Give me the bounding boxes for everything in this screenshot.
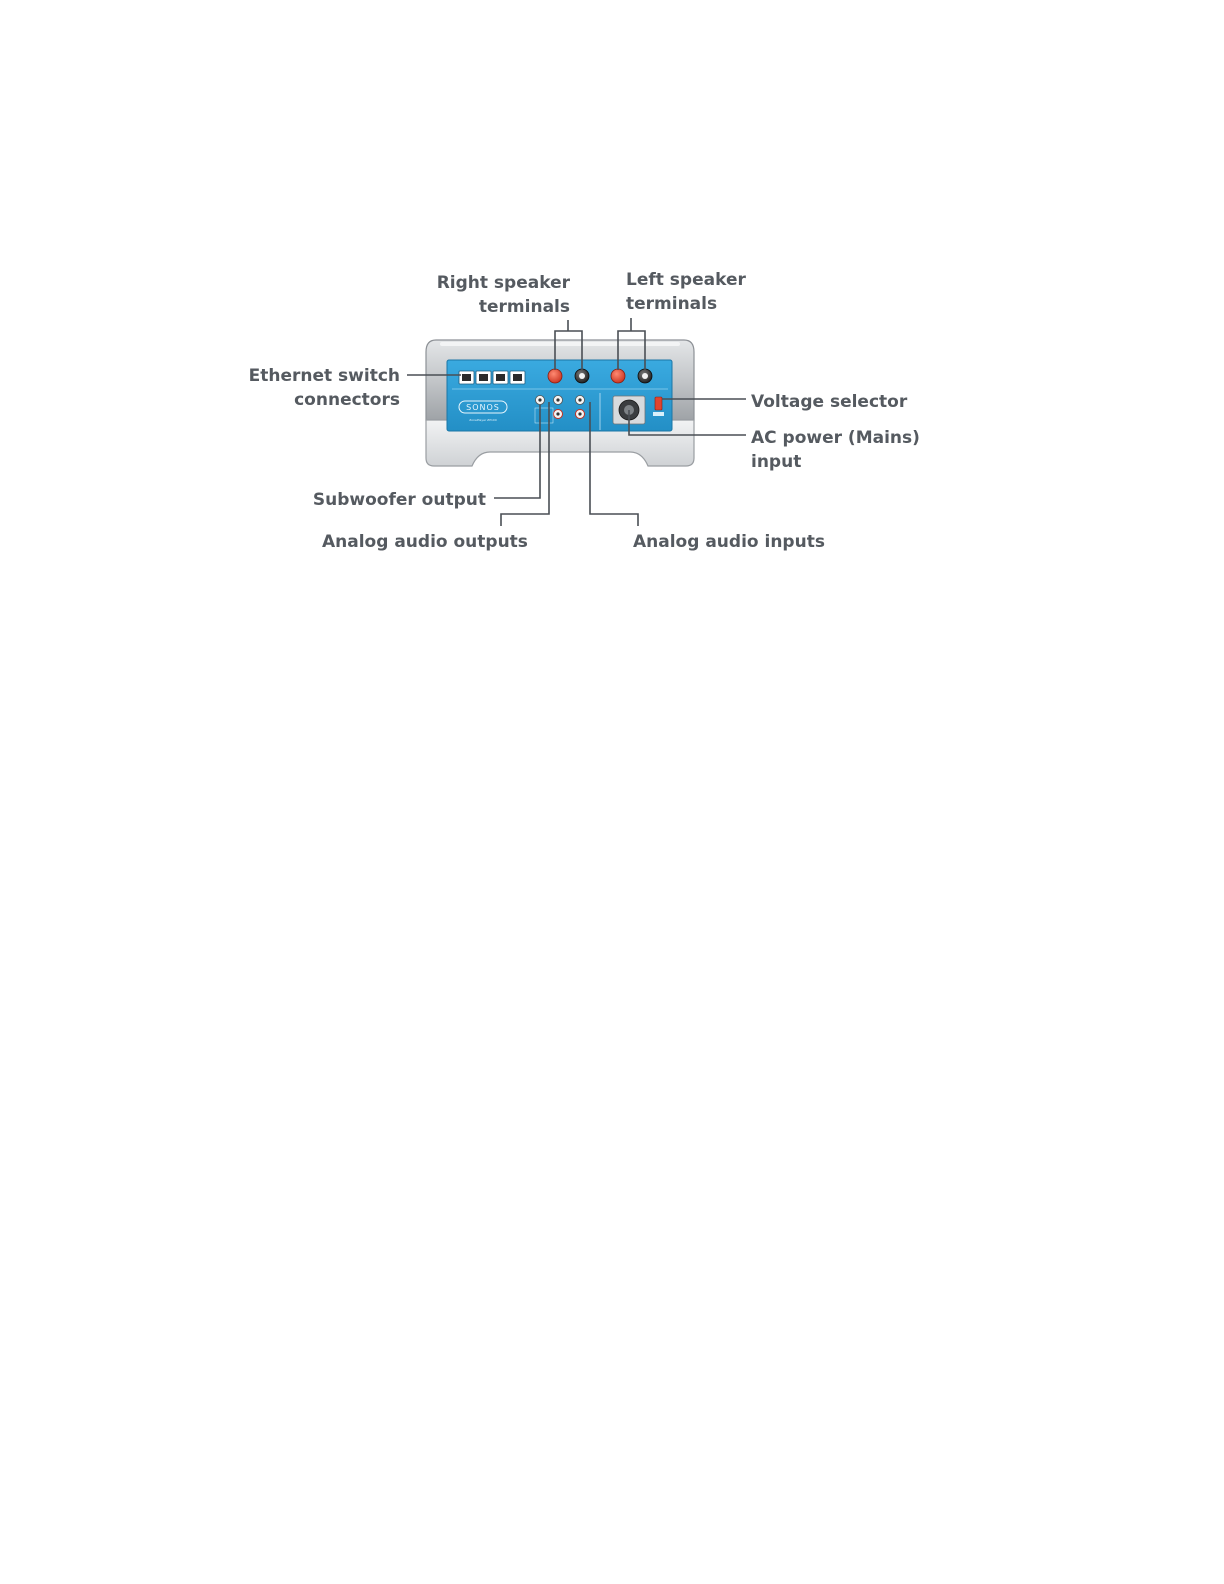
left-speaker-label-line2: terminals bbox=[626, 294, 718, 314]
voltage-selector-label bbox=[653, 412, 664, 416]
right-speaker-label-line2: terminals bbox=[478, 297, 570, 317]
jack-center bbox=[538, 398, 541, 401]
subwoofer-output-label: Subwoofer output bbox=[312, 490, 486, 510]
ac-power-label-line2: input bbox=[751, 452, 802, 472]
jack-center bbox=[556, 412, 559, 415]
voltage-selector-label-text: Voltage selector bbox=[751, 392, 908, 412]
jack-center bbox=[578, 412, 581, 415]
sonos-logo: SONOS bbox=[466, 403, 500, 412]
terminal-ring bbox=[579, 373, 585, 379]
terminal-ring bbox=[642, 373, 648, 379]
ethernet-port-jack bbox=[513, 374, 522, 381]
right-speaker-label-line1: Right speaker bbox=[436, 273, 570, 293]
ethernet-port-jack bbox=[462, 374, 471, 381]
analog-outputs-label: Analog audio outputs bbox=[322, 532, 528, 552]
ethernet-label-line2: connectors bbox=[294, 390, 400, 410]
ethernet-port-jack bbox=[479, 374, 488, 381]
jack-center bbox=[556, 398, 559, 401]
chassis-top-highlight bbox=[440, 342, 680, 346]
left-speaker-label-line1: Left speaker bbox=[626, 270, 746, 290]
analog-inputs-label: Analog audio inputs bbox=[633, 532, 825, 552]
zoneplayer-device bbox=[426, 340, 694, 466]
model-name: ZonePlayer ZP100 bbox=[469, 418, 497, 422]
right-speaker-red-terminal bbox=[548, 369, 562, 383]
jack-center bbox=[578, 398, 581, 401]
ethernet-port-jack bbox=[496, 374, 505, 381]
ethernet-label-line1: Ethernet switch bbox=[248, 366, 400, 386]
left-speaker-red-terminal bbox=[611, 369, 625, 383]
voltage-selector-switch bbox=[655, 397, 662, 410]
ac-power-label-line1: AC power (Mains) bbox=[751, 428, 920, 448]
